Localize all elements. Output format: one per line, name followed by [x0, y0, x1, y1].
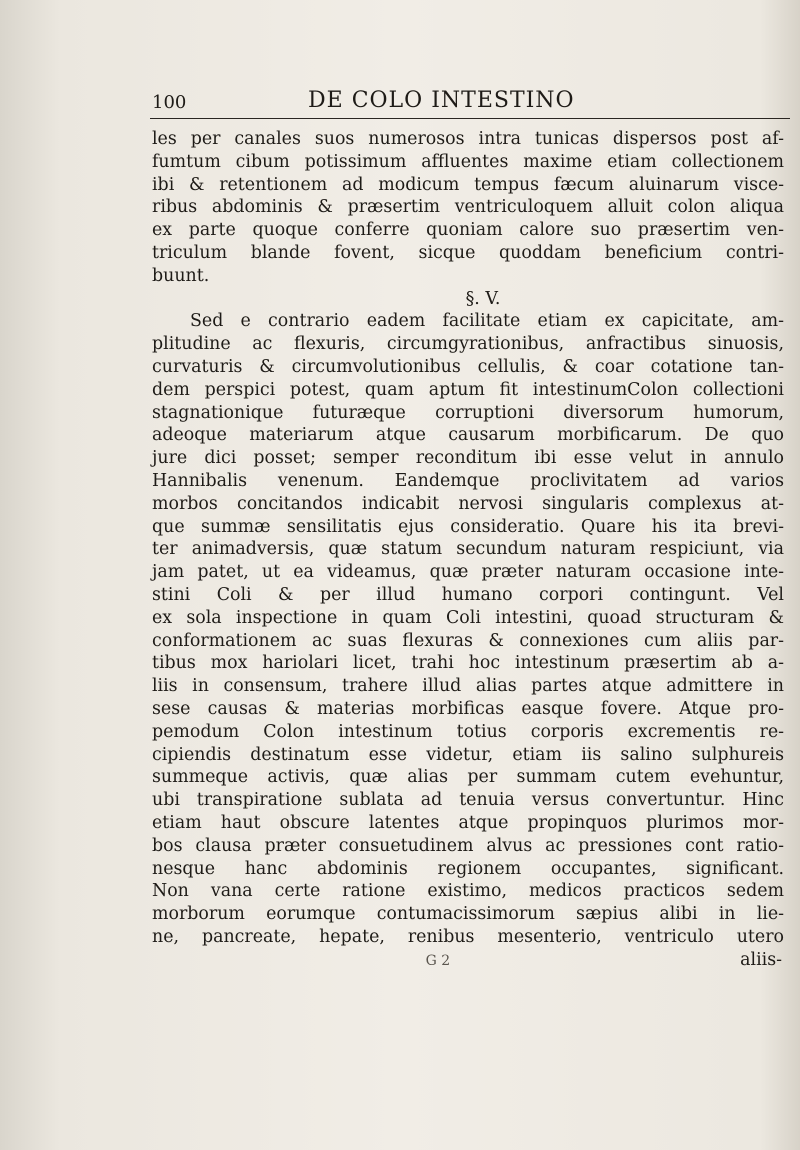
text-line: summeque activis, quæ alias per summam cutem evehuntur,: [152, 767, 784, 788]
text-line: nesque hanc abdominis regionem occupantes, significant.: [152, 858, 784, 879]
page-header: [150, 84, 790, 119]
text-line: jam patet, ut ea videamus, quæ præter naturam occasione inte-: [152, 562, 784, 583]
text-line: ibi & retentionem ad modicum tempus fæcum aluinarum visce-: [152, 174, 784, 195]
catchword: aliis-: [740, 949, 782, 970]
text-line: fumtum cibum potissimum affluentes maxime etiam collectionem: [152, 151, 784, 172]
text-line: ex sola inspectione in quam Coli intestini, quoad structuram &: [152, 607, 784, 628]
page-number: 100: [152, 92, 187, 113]
text-line: curvaturis & circumvolutionibus cellulis, & coar cotatione tan-: [152, 356, 784, 377]
text-line: buunt.: [152, 265, 210, 286]
text-line: Non vana certe ratione existimo, medicos practicos sedem: [152, 881, 784, 902]
text-line: morborum eorumque contumacissimorum sæpius alibi in lie-: [152, 904, 784, 925]
text-line: conformationem ac suas flexuras & connexiones cum aliis par-: [152, 630, 784, 651]
text-line: morbos concitandos indicabit nervosi singularis complexus at-: [152, 493, 784, 514]
text-line: les per canales suos numerosos intra tunicas dispersos post af-: [152, 129, 784, 149]
text-line: cipiendis destinatum esse videtur, etiam iis salino sulphureis: [152, 744, 784, 765]
text-line: dem perspici potest, quam aptum fit intestinumColon collectioni: [152, 379, 784, 400]
text-line: ubi transpiratione sublata ad tenuia versus convertuntur. Hinc: [152, 790, 784, 811]
body-text: [152, 128, 784, 972]
text-line: etiam haut obscure latentes atque propinquos plurimos mor-: [152, 812, 784, 833]
text-line: ribus abdominis & præsertim ventriculoquem alluit colon aliqua: [152, 197, 784, 218]
text-line: plitudine ac flexuris, circumgyrationibus, anfractibus sinuosis,: [152, 334, 784, 355]
text-line: ter animadversis, quæ statum secundum naturam respiciunt, via: [152, 539, 784, 560]
paragraph-2: [152, 310, 784, 948]
text-line: liis in consensum, trahere illud alias partes atque admittere in: [152, 676, 784, 697]
text-line: triculum blande fovent, sicque quoddam beneficium contri-: [152, 242, 784, 263]
section-heading: §. V.: [465, 288, 501, 309]
text-line: adeoque materiarum atque causarum morbificarum. De quo: [152, 425, 784, 446]
text-line: sese causas & materias morbificas easque fovere. Atque pro-: [152, 698, 784, 719]
text-line: ex parte quoque conferre quoniam calore suo præsertim ven-: [152, 220, 784, 241]
text-line: Sed e contrario eadem facilitate etiam ex capicitate, am-: [190, 311, 784, 332]
text-line: pemodum Colon intestinum totius corporis excrementis re-: [152, 721, 784, 742]
text-line: stini Coli & per illud humano corpori contingunt. Vel: [152, 584, 784, 605]
text-line: stagnationique futuræque corruptioni diversorum humorum,: [152, 402, 784, 423]
text-line: ne, pancreate, hepate, renibus mesenterio, ventriculo utero: [152, 926, 784, 947]
text-line: Hannibalis venenum. Eandemque proclivitatem ad varios: [152, 470, 784, 491]
text-line: que summæ sensilitatis ejus consideratio. Quare his ita brevi-: [152, 516, 784, 537]
footer-line: [152, 949, 784, 973]
text-line: jure dici posset; semper reconditum ibi esse velut in annulo: [152, 448, 784, 469]
text-line: tibus mox hariolari licet, trahi hoc intestinum præsertim ab a-: [152, 653, 784, 674]
signature-mark: G 2: [425, 952, 451, 969]
paragraph-1: [152, 128, 784, 288]
text-line: bos clausa præter consuetudinem alvus ac pressiones cont ratio-: [152, 835, 784, 856]
running-title: DE COLO INTESTINO: [308, 88, 575, 113]
